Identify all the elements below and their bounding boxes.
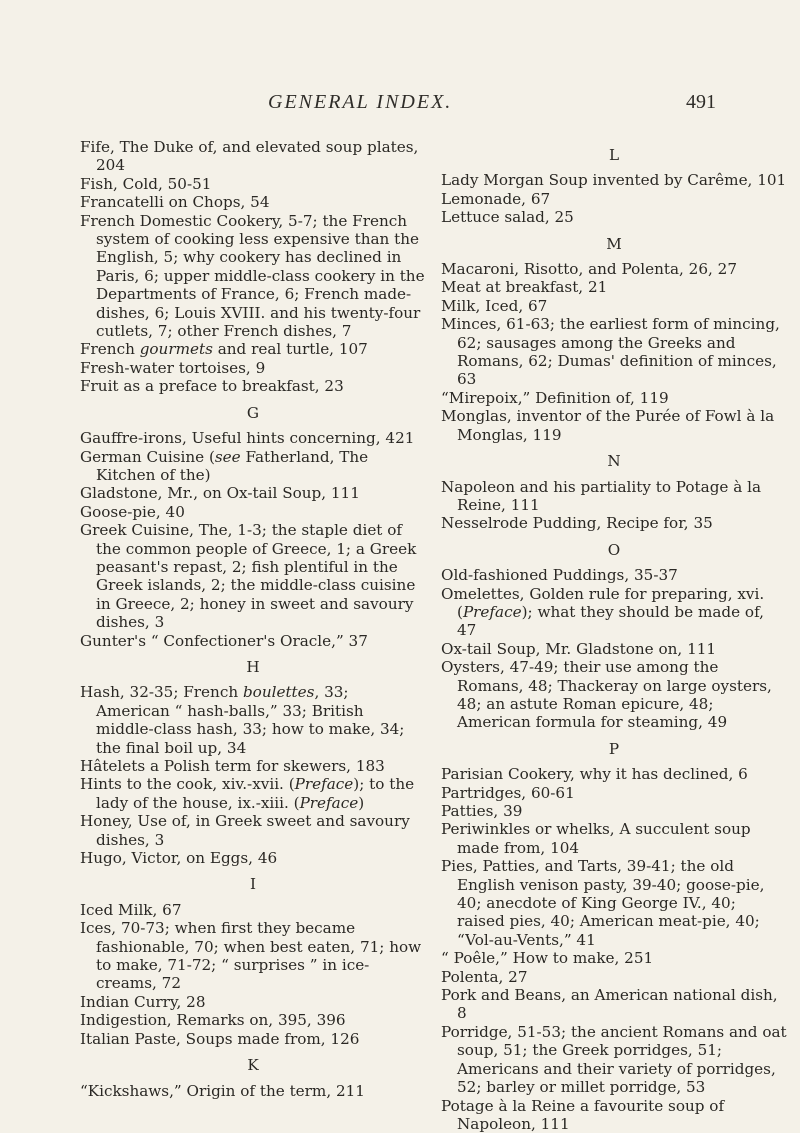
index-entry: Italian Paste, Soups made from, 126	[80, 1030, 426, 1048]
index-entry: Omelettes, Golden rule for preparing, xvi. (Preface); what they should be made of, 47	[441, 585, 787, 640]
index-entry: Iced Milk, 67	[80, 901, 426, 919]
index-entry: Honey, Use of, in Greek sweet and savoury dishes, 3	[80, 812, 426, 849]
index-entry: Minces, 61-63; the earliest form of mincing, 62; sausages among the Greeks and Romans, 62; Dumas' definition of minces, 63	[441, 315, 787, 389]
index-entry: Potage à la Reine a favourite soup of Napoleon, 111	[441, 1097, 787, 1133]
index-letter-heading: N	[441, 452, 787, 470]
index-entry: Patties, 39	[441, 802, 787, 820]
index-entry: French Domestic Cookery, 5-7; the French system of cooking less expensive than the English, 5; why cookery has declined in Paris, 6; upper middle-class cookery in the Departments of France, 6; French made-dishes, 6; Louis XVIII. and his twenty-four cutlets, 7; other French dishes, 7	[80, 212, 426, 341]
index-entry: Fish, Cold, 50-51	[80, 175, 426, 193]
index-column-right	[441, 138, 787, 1133]
index-entry: “Mirepoix,” Definition of, 119	[441, 389, 787, 407]
index-entry: Gladstone, Mr., on Ox-tail Soup, 111	[80, 484, 426, 502]
index-letter-heading: K	[80, 1056, 426, 1074]
index-entry: Napoleon and his partiality to Potage à la Reine, 111	[441, 478, 787, 515]
index-entry: Periwinkles or whelks, A succulent soup made from, 104	[441, 820, 787, 857]
index-entry: Meat at breakfast, 21	[441, 278, 787, 296]
index-entry: Hints to the cook, xiv.-xvii. (Preface); to the lady of the house, ix.-xiii. (Preface)	[80, 775, 426, 812]
index-entry: Porridge, 51-53; the ancient Romans and oat soup, 51; the Greek porridges, 51; Americans and their variety of porridges, 52; barley or millet porridge, 53	[441, 1023, 787, 1097]
index-entry: Hugo, Victor, on Eggs, 46	[80, 849, 426, 867]
index-letter-heading: M	[441, 235, 787, 253]
index-entry: Fresh-water tortoises, 9	[80, 359, 426, 377]
index-letter-heading: P	[441, 740, 787, 758]
index-entry: German Cuisine (see Fatherland, The Kitchen of the)	[80, 448, 426, 485]
running-title: GENERAL INDEX.	[268, 91, 452, 114]
index-entry: “ Poêle,” How to make, 251	[441, 949, 787, 967]
index-letter-heading: H	[80, 658, 426, 676]
index-entry: Parisian Cookery, why it has declined, 6	[441, 765, 787, 783]
index-entry: Goose-pie, 40	[80, 503, 426, 521]
index-entry: Old-fashioned Puddings, 35-37	[441, 566, 787, 584]
index-entry: Hash, 32-35; French boulettes, 33; American “ hash-balls,” 33; British middle-class hash, 33; how to make, 34; the final boil up, 34	[80, 683, 426, 757]
index-entry: Gunter's “ Confectioner's Oracle,” 37	[80, 632, 426, 650]
index-entry: Pork and Beans, an American national dish, 8	[441, 986, 787, 1023]
index-entry: Francatelli on Chops, 54	[80, 193, 426, 211]
index-entry: Monglas, inventor of the Purée of Fowl à la Monglas, 119	[441, 407, 787, 444]
running-head	[0, 91, 800, 121]
index-entry: Fruit as a preface to breakfast, 23	[80, 377, 426, 395]
index-entry: Lettuce salad, 25	[441, 208, 787, 226]
index-entry: Macaroni, Risotto, and Polenta, 26, 27	[441, 260, 787, 278]
page-number: 491	[686, 91, 716, 114]
index-entry: Oysters, 47-49; their use among the Romans, 48; Thackeray on large oysters, 48; an astute Roman epicure, 48; American formula for steaming, 49	[441, 658, 787, 732]
index-letter-heading: L	[441, 146, 787, 164]
index-letter-heading: O	[441, 541, 787, 559]
index-entry: Hâtelets a Polish term for skewers, 183	[80, 757, 426, 775]
index-entry: Fife, The Duke of, and elevated soup plates, 204	[80, 138, 426, 175]
index-entry: Lemonade, 67	[441, 190, 787, 208]
index-entry: Nesselrode Pudding, Recipe for, 35	[441, 514, 787, 532]
index-letter-heading: I	[80, 875, 426, 893]
index-entry: Greek Cuisine, The, 1-3; the staple diet of the common people of Greece, 1; a Greek peasant's repast, 2; fish plentiful in the Greek islands, 2; the middle-class cuisine in Greece, 2; honey in sweet and savoury dishes, 3	[80, 521, 426, 631]
index-entry: Pies, Patties, and Tarts, 39-41; the old English venison pasty, 39-40; goose-pie, 40; anecdote of King George IV., 40; raised pies, 40; American meat-pie, 40; “Vol-au-Vents,” 41	[441, 857, 787, 949]
index-entry: Ices, 70-73; when first they became fashionable, 70; when best eaten, 71; how to make, 71-72; “ surprises ” in ice-creams, 72	[80, 919, 426, 993]
index-entry: Polenta, 27	[441, 968, 787, 986]
index-column-left	[80, 138, 426, 1100]
index-entry: “Kickshaws,” Origin of the term, 211	[80, 1082, 426, 1100]
index-entry: Partridges, 60-61	[441, 784, 787, 802]
index-entry: Gauffre-irons, Useful hints concerning, 421	[80, 429, 426, 447]
index-entry: Indian Curry, 28	[80, 993, 426, 1011]
index-entry: Lady Morgan Soup invented by Carême, 101	[441, 171, 787, 189]
index-entry: Indigestion, Remarks on, 395, 396	[80, 1011, 426, 1029]
index-entry: Milk, Iced, 67	[441, 297, 787, 315]
index-letter-heading: G	[80, 404, 426, 422]
index-entry: French gourmets and real turtle, 107	[80, 340, 426, 358]
index-entry: Ox-tail Soup, Mr. Gladstone on, 111	[441, 640, 787, 658]
